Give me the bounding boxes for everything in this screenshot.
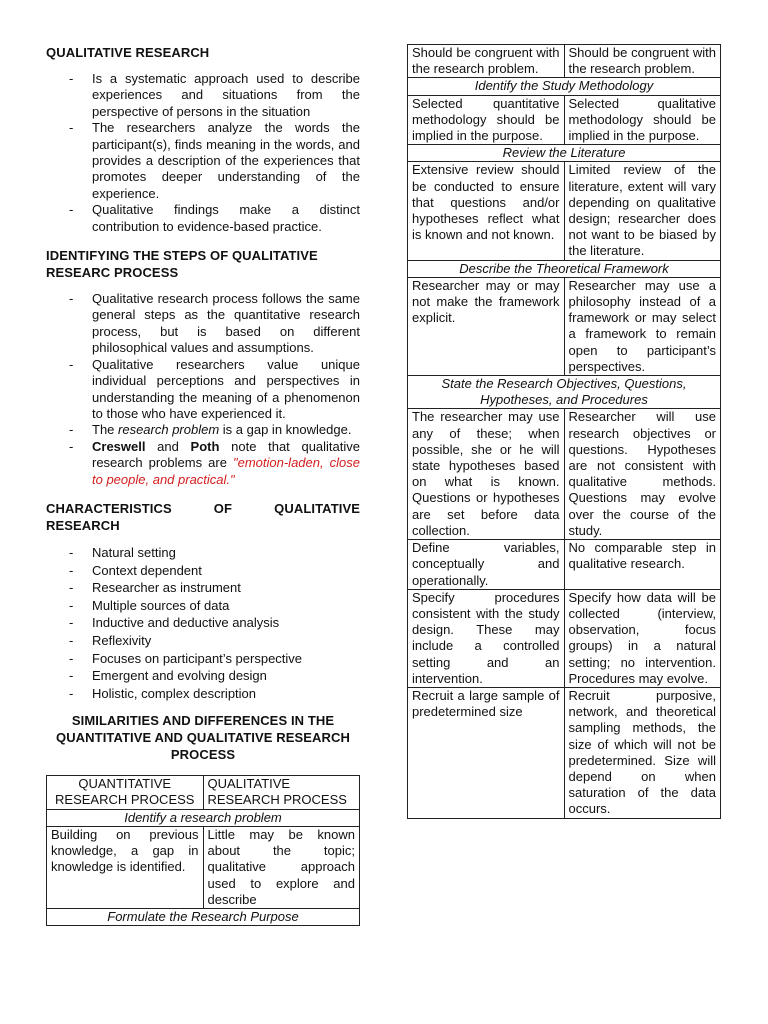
conjunction: and [145, 438, 191, 454]
list-item [46, 422, 360, 438]
table-step-row [408, 376, 721, 409]
comparison-table-start [46, 775, 360, 926]
list-item: - Natural setting [46, 544, 360, 562]
cell-quantitative: Extensive review should be conducted to ensure that questions and/or hypotheses reflect what is known and not known. [408, 162, 565, 260]
author-poth: Poth [190, 438, 220, 454]
table-step-row [408, 260, 721, 277]
list-item: - Holistic, complex description [46, 685, 360, 703]
cell-quantitative: Define variables, conceptually and operationally. [408, 540, 565, 590]
cell-quantitative: Researcher may or may not make the framework explicit. [408, 277, 565, 375]
table-row [408, 687, 721, 818]
similarities-heading: SIMILARITIES AND DIFFERENCES IN THE QUANTITATIVE AND QUALITATIVE RESEARCH PROCESS [55, 713, 351, 763]
list-item: - Researcher as instrument [46, 579, 360, 597]
table-row [408, 409, 721, 540]
cell-qualitative: Little may be known about the topic; qualitative approach used to explore and describe [203, 826, 360, 908]
rp-pre: The [92, 422, 119, 438]
right-column [407, 44, 721, 819]
characteristics-heading: CHARACTERISTICS OF QUALITATIVE RESEARCH [46, 500, 360, 533]
table-row [408, 162, 721, 260]
list-item: - Is a systematic approach used to describe experiences and situations from the perspective of persons in the situation [46, 71, 360, 120]
table-step-row [408, 78, 721, 95]
cell-quantitative: Should be congruent with the research problem. [408, 45, 565, 78]
qualitative-research-heading: QUALITATIVE RESEARCH [46, 45, 210, 60]
qualitative-research-list [46, 71, 360, 235]
author-creswell: Creswell [92, 438, 146, 454]
red-quote: "emotion-laden, close to people, and practical." [92, 455, 360, 487]
cell-qualitative: Limited review of the literature, extent will vary depending on qualitative design; researcher does not want to be biased by the literature. [564, 162, 721, 260]
list-item: - Reflexivity [46, 632, 360, 650]
table-row [408, 277, 721, 375]
rp-post: is a gap in knowledge. [219, 422, 352, 438]
col-header-quantitative: QUANTITATIVE RESEARCH PROCESS [47, 776, 204, 809]
steps-list [46, 291, 360, 488]
cell-qualitative: Researcher will use research objectives or questions. Hypotheses are not consistent with qualitative methods. Questions may evolve over the course of the study. [564, 409, 721, 540]
list-item: - Qualitative findings make a distinct contribution to evidence-based practice. [46, 202, 360, 235]
list-item: - Qualitative researchers value unique individual perceptions and perspectives in understanding the meaning of a phenomenon to those who have experienced it. [46, 357, 360, 423]
table-row [408, 45, 721, 78]
creswell-mid: note that qualitative research problems are [92, 438, 361, 471]
left-column [46, 44, 360, 926]
step-identify-problem: Identify a research problem [47, 809, 360, 826]
table-row [408, 540, 721, 590]
cell-qualitative: Should be congruent with the research problem. [564, 45, 721, 78]
table-step-row [408, 145, 721, 162]
list-item: - Qualitative research process follows the same general steps as the quantitative research process, but is based on different philosophical values and assumptions. [46, 291, 360, 357]
list-item: - Emergent and evolving design [46, 667, 360, 685]
cell-quantitative: Recruit a large sample of predetermined size [408, 687, 565, 818]
list-item [46, 439, 360, 488]
cell-quantitative: Specify procedures consistent with the study design. These may include a controlled setting and an intervention. [408, 589, 565, 687]
list-item: - Focuses on participant’s perspective [46, 650, 360, 668]
cell-qualitative: Recruit purposive, network, and theoretical sampling methods, the size of which will not be predetermined. Size will depend on when saturation of the data occurs. [564, 687, 721, 818]
list-item: - Inductive and deductive analysis [46, 614, 360, 632]
cell-qualitative: Specify how data will be collected (interview, observation, focus groups) in a natural setting; no intervention. Procedures may evolve. [564, 589, 721, 687]
table-row [408, 589, 721, 687]
step-title: State the Research Objectives, Questions, Hypotheses, and Procedures [408, 376, 721, 409]
cell-qualitative: Selected qualitative methodology should be implied in the purpose. [564, 95, 721, 145]
cell-quantitative: Selected quantitative methodology should be implied in the purpose. [408, 95, 565, 145]
step-title: Describe the Theoretical Framework [408, 260, 721, 277]
rp-emphasis: research problem [118, 422, 220, 438]
step-title: Identify the Study Methodology [408, 78, 721, 95]
steps-heading: IDENTIFYING THE STEPS OF QUALITATIVE RESEARC PROCESS [46, 248, 318, 281]
list-item: - The researchers analyze the words the participant(s), finds meaning in the words, and provides a description of the experiences that promotes deeper understanding of the experience. [46, 120, 360, 202]
comparison-table-continued [407, 44, 721, 819]
cell-quantitative: The researcher may use any of these; when possible, she or he will state hypotheses based on what is known. Questions or hypotheses are set before data collection. [408, 409, 565, 540]
characteristics-list [46, 544, 360, 702]
list-item: - Context dependent [46, 562, 360, 580]
cell-qualitative: Researcher may use a philosophy instead of a framework or may select a framework to remain open to participant’s perspectives. [564, 277, 721, 375]
list-item: - Multiple sources of data [46, 597, 360, 615]
table-row [408, 95, 721, 145]
cell-qualitative: No comparable step in qualitative research. [564, 540, 721, 590]
step-title: Review the Literature [408, 145, 721, 162]
step-formulate-purpose: Formulate the Research Purpose [47, 908, 360, 925]
cell-quantitative: Building on previous knowledge, a gap in knowledge is identified. [47, 826, 204, 908]
col-header-qualitative: QUALITATIVE RESEARCH PROCESS [203, 776, 360, 809]
